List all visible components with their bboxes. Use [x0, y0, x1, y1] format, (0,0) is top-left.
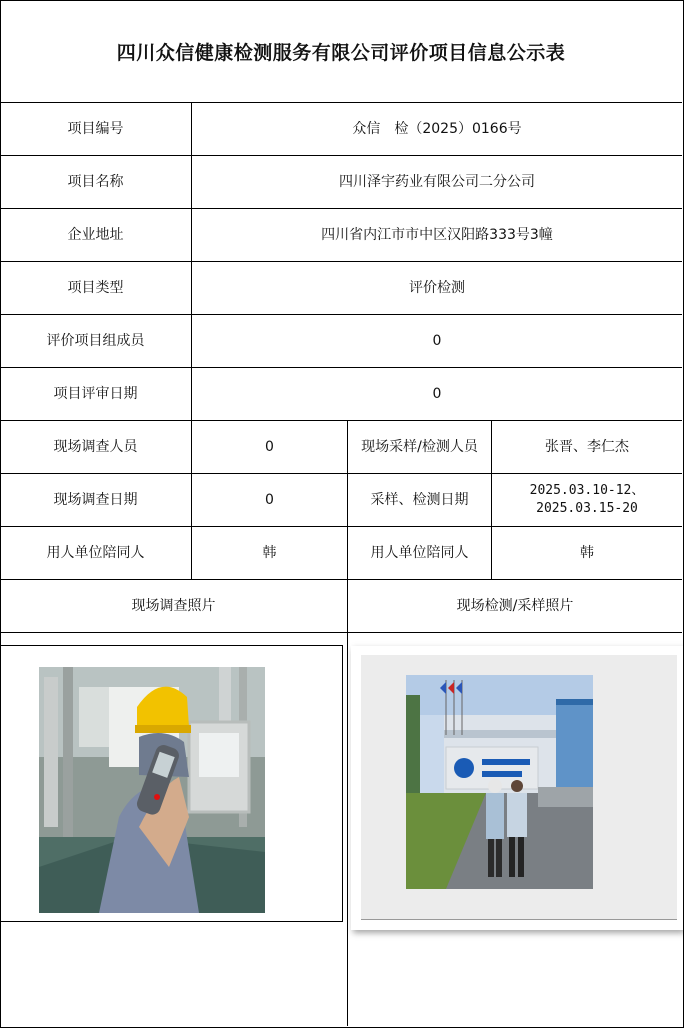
review-date-label: 项目评审日期 [53, 386, 138, 402]
company-address-label: 企业地址 [67, 227, 124, 243]
sampling-photo-backdrop [361, 655, 677, 920]
row-divider [0, 632, 682, 633]
escort-value-2: 韩 [580, 545, 594, 561]
escort-label-2: 用人单位陪同人 [370, 545, 469, 561]
escort-label-1: 用人单位陪同人 [46, 545, 145, 561]
survey-photo [39, 667, 265, 913]
project-type-label: 项目类型 [67, 280, 124, 296]
project-type-value: 评价检测 [409, 280, 465, 296]
sampling-date-label: 采样、检测日期 [370, 492, 469, 508]
sampling-photo [406, 675, 593, 889]
escort-value-1: 韩 [262, 545, 277, 561]
sampling-date-value: 2025.03.10-12、2025.03.15-20 [529, 483, 645, 516]
survey-photos-header: 现场调查照片 [131, 598, 216, 614]
company-address-value: 四川省内江市市中区汉阳路333号3幢 [321, 227, 553, 243]
team-members-value: 0 [432, 333, 442, 349]
title-row [0, 0, 682, 103]
survey-date-value: 0 [265, 492, 274, 508]
team-members-label: 评价项目组成员 [46, 333, 145, 349]
sampling-staff-value: 张晋、李仁杰 [545, 439, 629, 455]
sampling-staff-label: 现场采样/检测人员 [361, 439, 478, 455]
survey-staff-label: 现场调查人员 [53, 439, 138, 455]
page-title: 四川众信健康检测服务有限公司评价项目信息公示表 [116, 41, 566, 64]
review-date-value: 0 [432, 386, 442, 402]
survey-staff-value: 0 [265, 439, 274, 455]
project-name-value: 四川泽宇药业有限公司二分公司 [339, 174, 535, 190]
survey-photo-frame [0, 645, 343, 922]
survey-date-label: 现场调查日期 [53, 492, 138, 508]
sampling-photos-header: 现场检测/采样照片 [456, 598, 574, 614]
project-name-label: 项目名称 [67, 174, 124, 190]
sampling-photo-frame [351, 646, 683, 930]
project-number-label: 项目编号 [67, 121, 124, 137]
project-number-value: 众信 检（2025）0166号 [352, 121, 522, 137]
